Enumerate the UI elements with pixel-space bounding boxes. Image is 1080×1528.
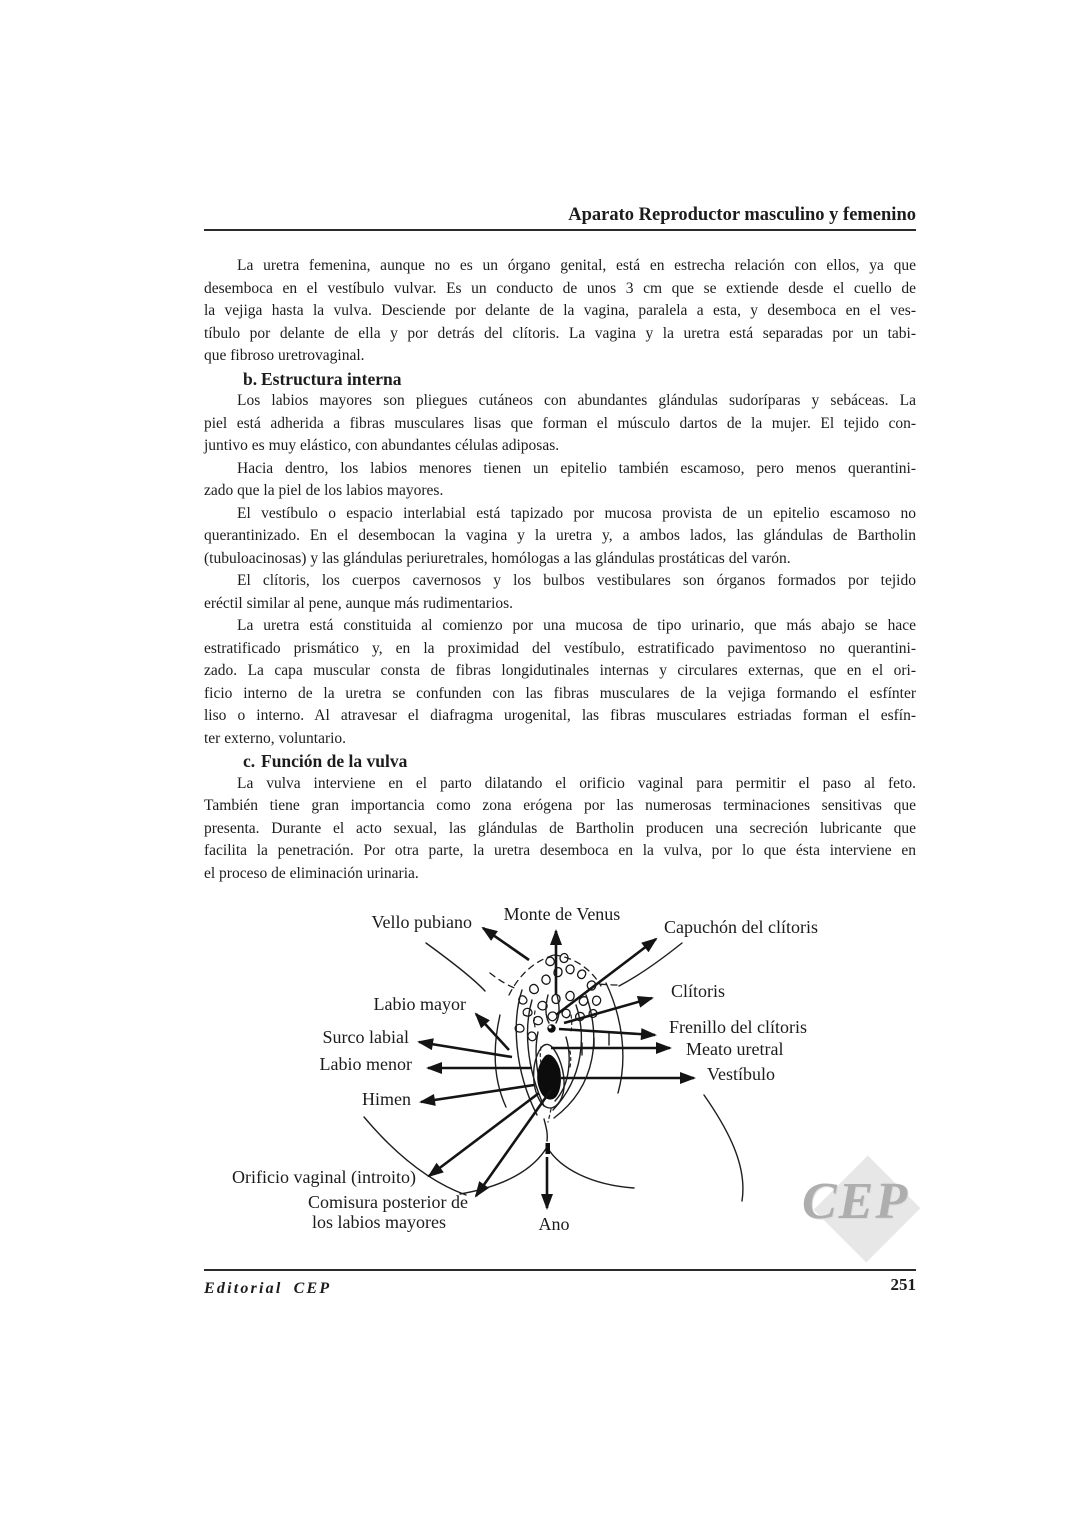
section-heading-b: [204, 368, 916, 391]
paragraph-line: liso o interno. Al atravesar el diafragma urogenital, las fibras musculares estriadas forman el esfín-: [204, 707, 916, 724]
paragraph-line: La uretra femenina, aunque no es un órgano genital, está en estrecha relación con ellos, ya que: [237, 257, 916, 274]
paragraph-line: presenta. Durante el acto sexual, las glándulas de Bartholin producen una secreción lubricante que: [204, 819, 916, 837]
paragraph-line: zado que la piel de los labios mayores.: [204, 482, 444, 499]
paragraph-line: También tiene gran importancia como zona erógena por las numerosas terminaciones sensitivas que: [204, 797, 916, 814]
section-marker: c.: [243, 751, 256, 771]
paragraph-line: el proceso de eliminación urinaria.: [204, 864, 419, 882]
paragraph-line: La vulva interviene en el parto dilatando el orificio vaginal para permitir el paso al feto.: [237, 774, 916, 792]
arrow-labio-mayor: [476, 1014, 509, 1050]
thigh-curves: [426, 943, 682, 991]
label-surco-labial: Surco labial: [322, 1027, 409, 1047]
page-header-title: Aparato Reproductor masculino y femenino: [568, 205, 916, 225]
paragraph-line: eréctil similar al pene, aunque más rudimentarios.: [204, 594, 514, 612]
section-heading-c: [204, 750, 916, 773]
paragraph-line: El vestíbulo o espacio interlabial está tapizado por mucosa provista de un epitelio escamoso no: [237, 504, 916, 522]
paragraph-line: ter externo, voluntario.: [204, 729, 347, 747]
paragraph: [204, 570, 916, 615]
paragraph: [204, 390, 916, 458]
paragraph: [204, 773, 916, 886]
label-frenillo-del-clitoris: Frenillo del clítoris: [669, 1017, 807, 1037]
arrow-capuchon: [556, 939, 656, 1015]
arrow-surco-labial: [419, 1042, 512, 1057]
paragraph: [204, 615, 916, 750]
section-title: Función de la vulva: [261, 751, 408, 771]
paragraph: [204, 255, 916, 368]
paragraph-line: Hacia dentro, los labios menores tienen un epitelio también escamoso, pero menos querantini-: [237, 459, 916, 477]
header-rule: [204, 229, 916, 231]
paragraph-line: querantinizado. En el desembocan la vagina y la uretra y, a ambos lados, las glándulas de Bartholin: [204, 527, 916, 544]
gluteal-curves: [364, 1095, 743, 1201]
footer-rule: [204, 1269, 916, 1271]
footer-publisher: Editorial CEP: [204, 1280, 332, 1297]
labial-folds: [495, 983, 623, 1141]
label-ano: Ano: [538, 1214, 570, 1234]
label-monte-de-venus: Monte de Venus: [503, 904, 621, 924]
label-vello-pubiano: Vello pubiano: [371, 912, 472, 932]
paragraph: [204, 503, 916, 571]
footer-page-number: 251: [890, 1275, 916, 1294]
arrow-orificio-vaginal: [429, 1093, 539, 1176]
hatch-marks: [582, 1033, 609, 1055]
label-labio-menor: Labio menor: [319, 1054, 412, 1074]
mons-dashed-outline: [490, 955, 617, 995]
watermark-text: CEP: [802, 1173, 910, 1230]
clitoris-glans-dot: [547, 1024, 555, 1032]
paragraph-line: zado. La capa muscular consta de fibras longidutinales internas y circulares externas, que en el ori-: [204, 662, 916, 679]
paragraph-line: tíbulo por delante de ella y por detrás del clítoris. La vagina y la uretra está separadas por un tabi-: [204, 324, 916, 342]
paragraph-line: La uretra está constituida al comienzo por una mucosa de tipo urinario, que más abajo se hace: [237, 617, 916, 634]
paragraph-line: El clítoris, los cuerpos cavernosos y los bulbos vestibulares son órganos formados por tejido: [237, 572, 916, 589]
label-himen: Himen: [362, 1089, 411, 1109]
paragraph-line: piel está adherida a fibras musculares lisas que forman el músculo dartos de la mujer. El tejido con-: [204, 414, 916, 432]
paragraph-line: juntivo es muy elástico, con abundantes células adiposas.: [204, 437, 560, 454]
section-title: Estructura interna: [261, 368, 402, 389]
paragraph-line: facilita la penetración. Por otra parte, la uretra desemboca en la vulva, por lo que ésta interviene en: [204, 842, 916, 859]
paragraph-line: Los labios mayores son pliegues cutáneos con abundantes glándulas sudoríparas y sebáceas. La: [237, 392, 916, 409]
anus-mark: [546, 1143, 551, 1154]
arrow-himen: [421, 1085, 534, 1102]
label-comisura-posterior-line2: los labios mayores: [312, 1212, 446, 1232]
section-marker: b.: [243, 368, 258, 389]
paragraph-line: (tubuloacinosas) y las glándulas periuretrales, homólogas a las glándulas prostáticas del varón.: [204, 549, 791, 567]
label-clitoris: Clítoris: [671, 981, 726, 1001]
clitoris-glans-highlight: [549, 1026, 552, 1029]
paragraph-line: ficio interno de la uretra se confunden con las fibras musculares de la vejiga formando el esfínter: [204, 684, 916, 702]
paragraph-line: que fibroso uretrovaginal.: [204, 347, 365, 364]
paragraph-line: la vejiga hasta la vulva. Desciende por delante de la vagina, paralela a esta, y desemboca en el ves-: [204, 302, 916, 319]
paragraph-line: desemboca en el vestíbulo vulvar. Es un conducto de unos 3 cm que se extiende desde el cuello de: [204, 279, 916, 297]
label-meato-uretral: Meato uretral: [686, 1039, 784, 1059]
arrow-frenillo: [559, 1029, 655, 1035]
arrow-comisura-posterior: [476, 1090, 551, 1196]
article-body: [204, 255, 916, 885]
vulva-anatomy-diagram: [204, 895, 916, 1257]
arrow-vello-pubiano: [483, 928, 529, 960]
label-capuchon-del-clitoris: Capuchón del clítoris: [664, 917, 818, 937]
label-labio-mayor: Labio mayor: [373, 994, 466, 1014]
label-orificio-vaginal: Orificio vaginal (introito): [232, 1167, 416, 1187]
paragraph: [204, 458, 916, 503]
label-vestibulo: Vestíbulo: [707, 1064, 776, 1084]
paragraph-line: estratificado prismático y, en la proximidad del vestíbulo, estratificado pavimentoso no querantini-: [204, 639, 916, 657]
label-comisura-posterior-line1: Comisura posterior de: [308, 1192, 468, 1212]
